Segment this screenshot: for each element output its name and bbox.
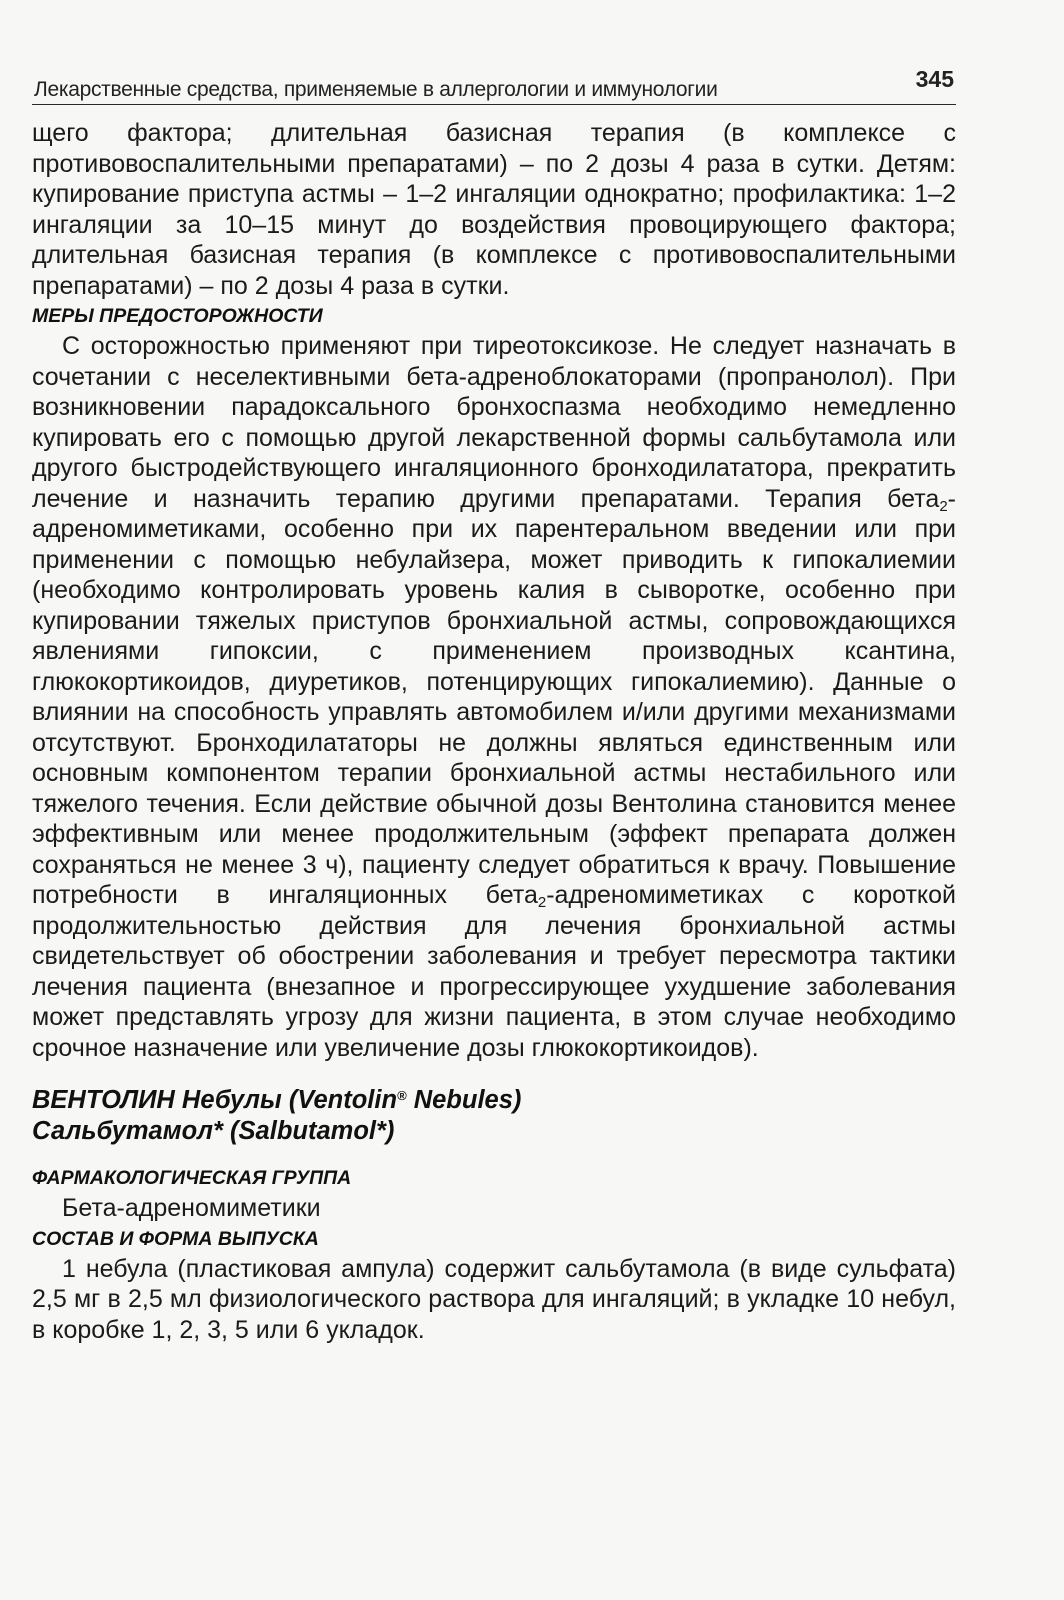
pharm-group-heading: ФАРМАКОЛОГИЧЕСКАЯ ГРУППА: [32, 1167, 352, 1189]
header-title: Лекарственные средства, применяемые в аллергологии и иммунологии: [34, 78, 718, 101]
subscript-2: 2: [939, 497, 948, 515]
drug-title-text: ВЕНТОЛИН Небулы (Ventolin: [32, 1086, 398, 1114]
composition-heading: СОСТАВ И ФОРМА ВЫПУСКА: [32, 1227, 319, 1250]
precautions-text-2: -адреномиметиками, особенно при их парентеральном введении или при применении с помощью небулайзера, может приводить к гипокалиемии (необходимо контролировать уровень калия в сыворотке, особенно при купировании тяжелых приступов бронхиальной астмы, сопровождающихся явлениями гипоксии, с применением производных ксантина, глюкокортикоидов, диуретиков, потенцирующих гипокалиемию). Данные о влиянии на способность управлять автомобилем и/или другими механизмами отсутствуют. Бронходилататоры не должны являться единственным или основным компонентом терапии бронхиальной астмы нестабильного или тяжелого течения. Если действие обычной дозы Вентолина становится менее эффективным или менее продолжительным (эффект препарата должен сохраняться не менее 3 ч), пациенту следует обратиться к врачу. Повышение потребности в ингаляционных бета: [32, 484, 956, 909]
precautions-text-1: С осторожностью применяют при тиреотоксикозе. Не следует назначать в сочетании с неселективными бета-адреноблокаторами (пропранолол). При возникновении парадоксального бронхоспазма необходимо немедленно купировать его с помощью другой лекарственной формы сальбутамола или другого быстродействующего ингаляционного бронходилататора, прекратить лечение и назначить терапию другими препаратами. Терапия бета: [32, 332, 956, 513]
page-number: 345: [915, 66, 954, 92]
drug-title-text-end: Nebules): [406, 1086, 522, 1114]
subscript-2: 2: [537, 894, 547, 911]
drug-title: [32, 1085, 956, 1116]
registered-mark: ®: [397, 1088, 407, 1103]
intro-paragraph: щего фактора; длительная базисная терапия (в комплексе с противовоспалительными препаратами) – по 2 дозы 4 раза в сутки. Детям: купирование приступа астмы – 1–2 ингаляции однократно; профилактика: 1–2 ингаляции за 10–15 минут до воздействия провоцирующего фактора; длительная базисная терапия (в комплексе с противовоспалительными препаратами) – по 2 дозы 4 раза в сутки.: [32, 119, 956, 300]
running-header: [32, 64, 956, 105]
drug-subtitle: Сальбутамол* (Salbutamol*): [32, 1117, 395, 1145]
precautions-text-3: -адреномиметиках с короткой продолжительностью действия для лечения бронхиальной астмы свидетельствует об обострении заболевания и требует пересмотра тактики лечения пациента (внезапное и прогрессирующее ухудшение заболевания может представлять угрозу для жизни пациента, в этом случае необходимо срочное назначение или увеличение дозы глюкокортикоидов).: [32, 881, 956, 1062]
precautions-heading: МЕРЫ ПРЕДОСТОРОЖНОСТИ: [32, 305, 323, 327]
composition-paragraph: 1 небула (пластиковая ампула) содержит сальбутамола (в виде сульфата) 2,5 мг в 2,5 мл физиологического раствора для ингаляций; в укладке 10 небул, в коробке 1, 2, 3, 5 или 6 укладок.: [32, 1254, 956, 1344]
page-body: [32, 118, 956, 1345]
pharm-group-text: Бета-адреномиметики: [62, 1194, 321, 1222]
precautions-paragraph: [32, 331, 956, 1063]
